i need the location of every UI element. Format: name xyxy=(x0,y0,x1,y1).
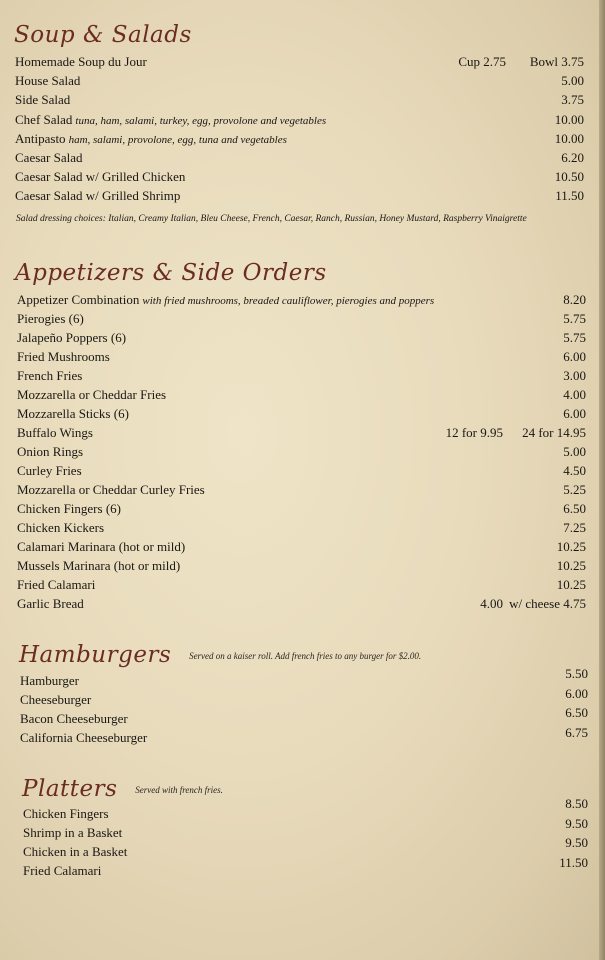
item-name-text: Caesar Salad w/ Grilled Shrimp xyxy=(15,188,181,204)
item-price-alt: Cup 2.75 xyxy=(458,54,506,69)
menu-item xyxy=(17,575,586,594)
item-description: tuna, ham, salami, turkey, egg, provolone and vegetables xyxy=(75,114,327,127)
item-name xyxy=(17,575,95,594)
item-price-alt: 12 for 9.95 xyxy=(445,425,503,440)
item-price: 8.20 xyxy=(563,292,586,307)
menu-item xyxy=(17,309,586,328)
item-price: 8.50 xyxy=(565,796,588,811)
item-price: 10.25 xyxy=(556,558,586,573)
item-price: 10.50 xyxy=(554,169,584,185)
item-price: 6.20 xyxy=(561,150,584,165)
item-description: ham, salami, provolone, egg, tuna and vegetables xyxy=(68,133,287,146)
appetizers-title: Appetizers & Side Orders xyxy=(15,260,327,286)
item-price-alt: 4.00 xyxy=(480,596,503,611)
item-name-text: Homemade Soup du Jour xyxy=(15,54,147,69)
item-name: Chicken Fingers xyxy=(23,806,109,821)
item-price: 6.50 xyxy=(565,705,588,720)
item-price: 5.00 xyxy=(563,444,586,459)
hamburgers-title: Hamburgers xyxy=(19,642,172,668)
item-price: 10.00 xyxy=(554,130,584,146)
item-name: Cheeseburger xyxy=(20,692,92,707)
soup-salads-title: Soup & Salads xyxy=(14,22,192,48)
item-name xyxy=(17,480,205,499)
item-price: 3.00 xyxy=(563,368,586,383)
item-name-text: Chicken Fingers (6) xyxy=(17,501,121,516)
menu-item xyxy=(15,71,584,90)
platters-heading xyxy=(22,776,223,802)
item-name-text: Caesar Salad xyxy=(15,150,83,165)
platters-prices xyxy=(559,794,588,872)
item-name-text: House Salad xyxy=(15,73,81,89)
soup-salads-heading xyxy=(14,22,192,48)
item-name xyxy=(15,129,287,150)
item-price: 5.75 xyxy=(563,311,586,326)
menu-item xyxy=(17,385,586,404)
menu-item xyxy=(17,423,586,442)
menu-item xyxy=(17,366,586,385)
item-description: with fried mushrooms, breaded cauliflower, pierogies and poppers xyxy=(142,295,435,307)
item-name-text: Jalapeño Poppers (6) xyxy=(17,330,127,345)
menu-item xyxy=(17,594,586,613)
item-name xyxy=(17,309,84,328)
item-name-text: Pierogies (6) xyxy=(17,311,84,326)
item-name xyxy=(17,499,121,518)
menu-item xyxy=(17,537,586,556)
menu-item xyxy=(15,110,584,129)
item-name-text: Onion Rings xyxy=(17,444,84,459)
item-price: 10.00 xyxy=(554,111,584,127)
item-price: 6.00 xyxy=(563,349,586,364)
menu-item xyxy=(17,328,586,347)
menu-item xyxy=(17,556,586,575)
item-name xyxy=(15,52,147,71)
item-name xyxy=(17,290,434,311)
item-name xyxy=(15,167,185,186)
hamburgers-prices xyxy=(565,664,588,742)
item-price: 6.00 xyxy=(563,406,586,421)
item-name xyxy=(17,594,84,613)
item-name-text: Buffalo Wings xyxy=(17,425,93,440)
item-name xyxy=(17,347,110,366)
item-price: 11.50 xyxy=(555,188,584,204)
item-price: w/ cheese 4.75 xyxy=(509,596,586,611)
salad-dressing-note: Salad dressing choices: Italian, Creamy Italian, Bleu Cheese, French, Caesar, Ranch, Russian, Honey Mustard, Raspberry Vinaigrette xyxy=(16,214,527,224)
item-name-text: French Fries xyxy=(17,368,83,383)
menu-item xyxy=(17,480,586,499)
platters-title: Platters xyxy=(22,776,118,802)
item-name: Chicken in a Basket xyxy=(23,844,128,859)
menu-item xyxy=(15,186,584,205)
item-price: 3.75 xyxy=(561,92,584,108)
item-price: 5.50 xyxy=(565,666,588,681)
item-price: 9.50 xyxy=(565,815,588,831)
menu-item xyxy=(17,347,586,366)
appetizers-heading xyxy=(15,260,327,286)
menu-item xyxy=(15,90,584,109)
item-name: Fried Calamari xyxy=(23,863,102,878)
item-price: 5.00 xyxy=(561,73,584,89)
page-edge xyxy=(599,0,605,960)
item-price: 6.00 xyxy=(565,685,588,701)
item-price: 24 for 14.95 xyxy=(522,425,586,440)
item-name-text: Mozzarella Sticks (6) xyxy=(17,406,129,421)
item-name-text: Fried Calamari xyxy=(17,577,96,592)
item-name: Hamburger xyxy=(20,673,79,688)
menu-item xyxy=(15,129,584,148)
hamburgers-heading xyxy=(19,642,421,668)
item-name-text: Curley Fries xyxy=(17,463,82,478)
item-name xyxy=(17,537,185,556)
menu-item xyxy=(15,167,584,186)
item-name xyxy=(17,385,166,404)
menu-item xyxy=(17,404,586,423)
item-name-text: Side Salad xyxy=(15,92,71,108)
item-name-text: Chef Salad xyxy=(15,111,73,127)
item-name xyxy=(17,442,83,461)
menu-item xyxy=(15,52,584,71)
item-name-text: Garlic Bread xyxy=(17,596,84,611)
item-name xyxy=(17,423,93,442)
item-name: California Cheeseburger xyxy=(20,730,148,745)
menu-item xyxy=(17,442,586,461)
item-name xyxy=(15,71,80,90)
item-name-text: Mozzarella or Cheddar Curley Fries xyxy=(17,482,205,497)
item-name xyxy=(15,110,326,131)
item-price: 9.50 xyxy=(565,835,588,850)
item-name-text: Mussels Marinara (hot or mild) xyxy=(17,558,181,573)
item-price: 4.50 xyxy=(563,463,586,478)
menu-item xyxy=(17,518,586,537)
item-price: 10.25 xyxy=(556,539,586,554)
item-name-text: Caesar Salad w/ Grilled Chicken xyxy=(15,169,186,185)
hamburgers-note: Served on a kaiser roll. Add french fries to any burger for $2.00. xyxy=(189,651,422,661)
item-name xyxy=(17,518,104,537)
item-price: 10.25 xyxy=(556,577,586,592)
menu-item xyxy=(17,290,586,309)
item-price: 4.00 xyxy=(563,387,586,402)
item-name xyxy=(15,90,70,109)
item-price: 11.50 xyxy=(559,854,588,870)
item-name xyxy=(15,148,83,167)
item-price: 5.75 xyxy=(563,330,586,345)
item-name xyxy=(17,328,126,347)
item-price: 5.25 xyxy=(563,482,586,497)
item-price: 6.50 xyxy=(563,501,586,516)
item-name xyxy=(17,366,82,385)
menu-item xyxy=(17,499,586,518)
item-name: Shrimp in a Basket xyxy=(23,825,123,840)
item-name-text: Antipasto xyxy=(15,130,66,146)
item-name xyxy=(15,186,180,205)
item-price: Bowl 3.75 xyxy=(529,54,584,69)
item-name-text: Calamari Marinara (hot or mild) xyxy=(17,539,186,554)
item-name xyxy=(17,461,82,480)
item-name-text: Chicken Kickers xyxy=(17,520,105,535)
item-name-text: Mozzarella or Cheddar Fries xyxy=(17,387,167,402)
item-price: 6.75 xyxy=(565,724,588,740)
item-price: 7.25 xyxy=(563,520,586,535)
menu-item xyxy=(15,148,584,167)
item-name: Bacon Cheeseburger xyxy=(20,711,128,726)
item-name-text: Appetizer Combination xyxy=(17,292,140,307)
item-name xyxy=(17,556,180,575)
item-name xyxy=(17,404,129,423)
menu-item xyxy=(17,461,586,480)
item-name-text: Fried Mushrooms xyxy=(17,349,110,364)
platters-note: Served with french fries. xyxy=(135,785,223,795)
